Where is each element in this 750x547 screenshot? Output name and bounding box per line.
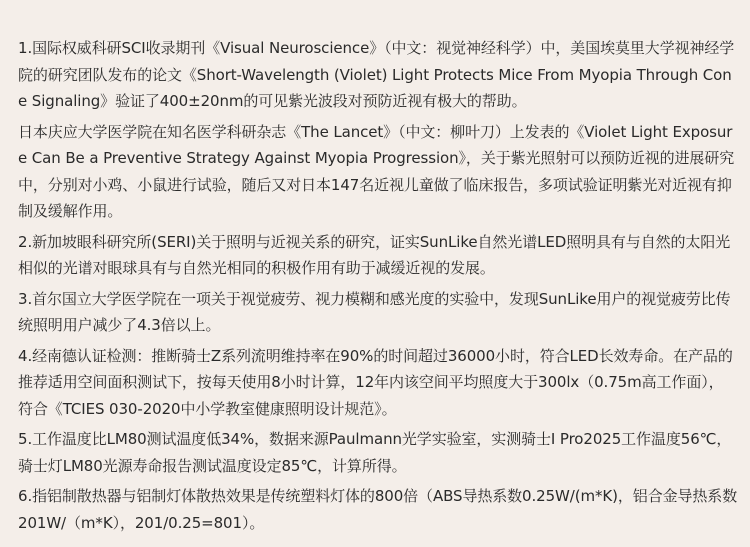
paragraph-3-seoul: 3.首尔国立大学医学院在一项关于视觉疲劳、视力模糊和感光度的实验中，发现SunLike用户的视觉疲劳比传统照明用户减少了4.3倍以上。 [18,289,731,334]
paragraph-lancet-study: 日本庆应大学医学院在知名医学科研杂志《The Lancet》（中文：柳叶刀）上发表的《Violet Light Exposure Can Be a Preventive Strategy Against Myopia Progression》，关于紫光照射可以预防近视的进展研究中，分别对小鸡、小鼠进行试验，随后又对日本147名近视儿童做了临床报告，多项试验证明紫光对近视有抑制及缓解作用。 [18,122,735,220]
paragraph-2-seri: 2.新加坡眼科研究所(SERI)关于照明与近视关系的研究，证实SunLike自然光谱LED照明具有与自然的太阳光相似的光谱对眼球具有与自然光相同的积极作用有助于减缓近视的发展。 [18,232,731,277]
paragraph-5-temperature: 5.工作温度比LM80测试温度低34%，数据来源Paulmann光学实验室，实测骑士I Pro2025工作温度56℃，骑士灯LM80光源寿命报告测试温度设定85℃，计算所得。 [18,430,732,475]
paragraph-4-tuv-test: 4.经南德认证检测：推断骑士Z系列流明维持率在90%的时间超过36000小时，符合LED长效寿命。在产品的推荐适用空间面积测试下，按每天使用8小时计算，12年内该空间平均照度大于300lx（0.75m高工作面），符合《TCIES 030-2020中小学教室健康照明设计规范》。 [18,346,733,418]
paragraph-1-visual-neuroscience: 1.国际权威科研SCI收录期刊《Visual Neuroscience》（中文：视觉神经科学）中，美国埃莫里大学视神经学院的研究团队发布的论文《Short-Wavelength (Violet) Light Protects Mice From Myopia Through Cone Signaling》验证了400±20nm的可见紫光波段对预防近视有极大的帮助。 [18,39,735,110]
paragraph-6-heat-sink: 6.指铝制散热器与铝制灯体散热效果是传统塑料灯体的800倍（ABS导热系数0.25W/(m*K)，铝合金导热系数201W/（m*K），201/0.25=801）。 [18,487,738,532]
